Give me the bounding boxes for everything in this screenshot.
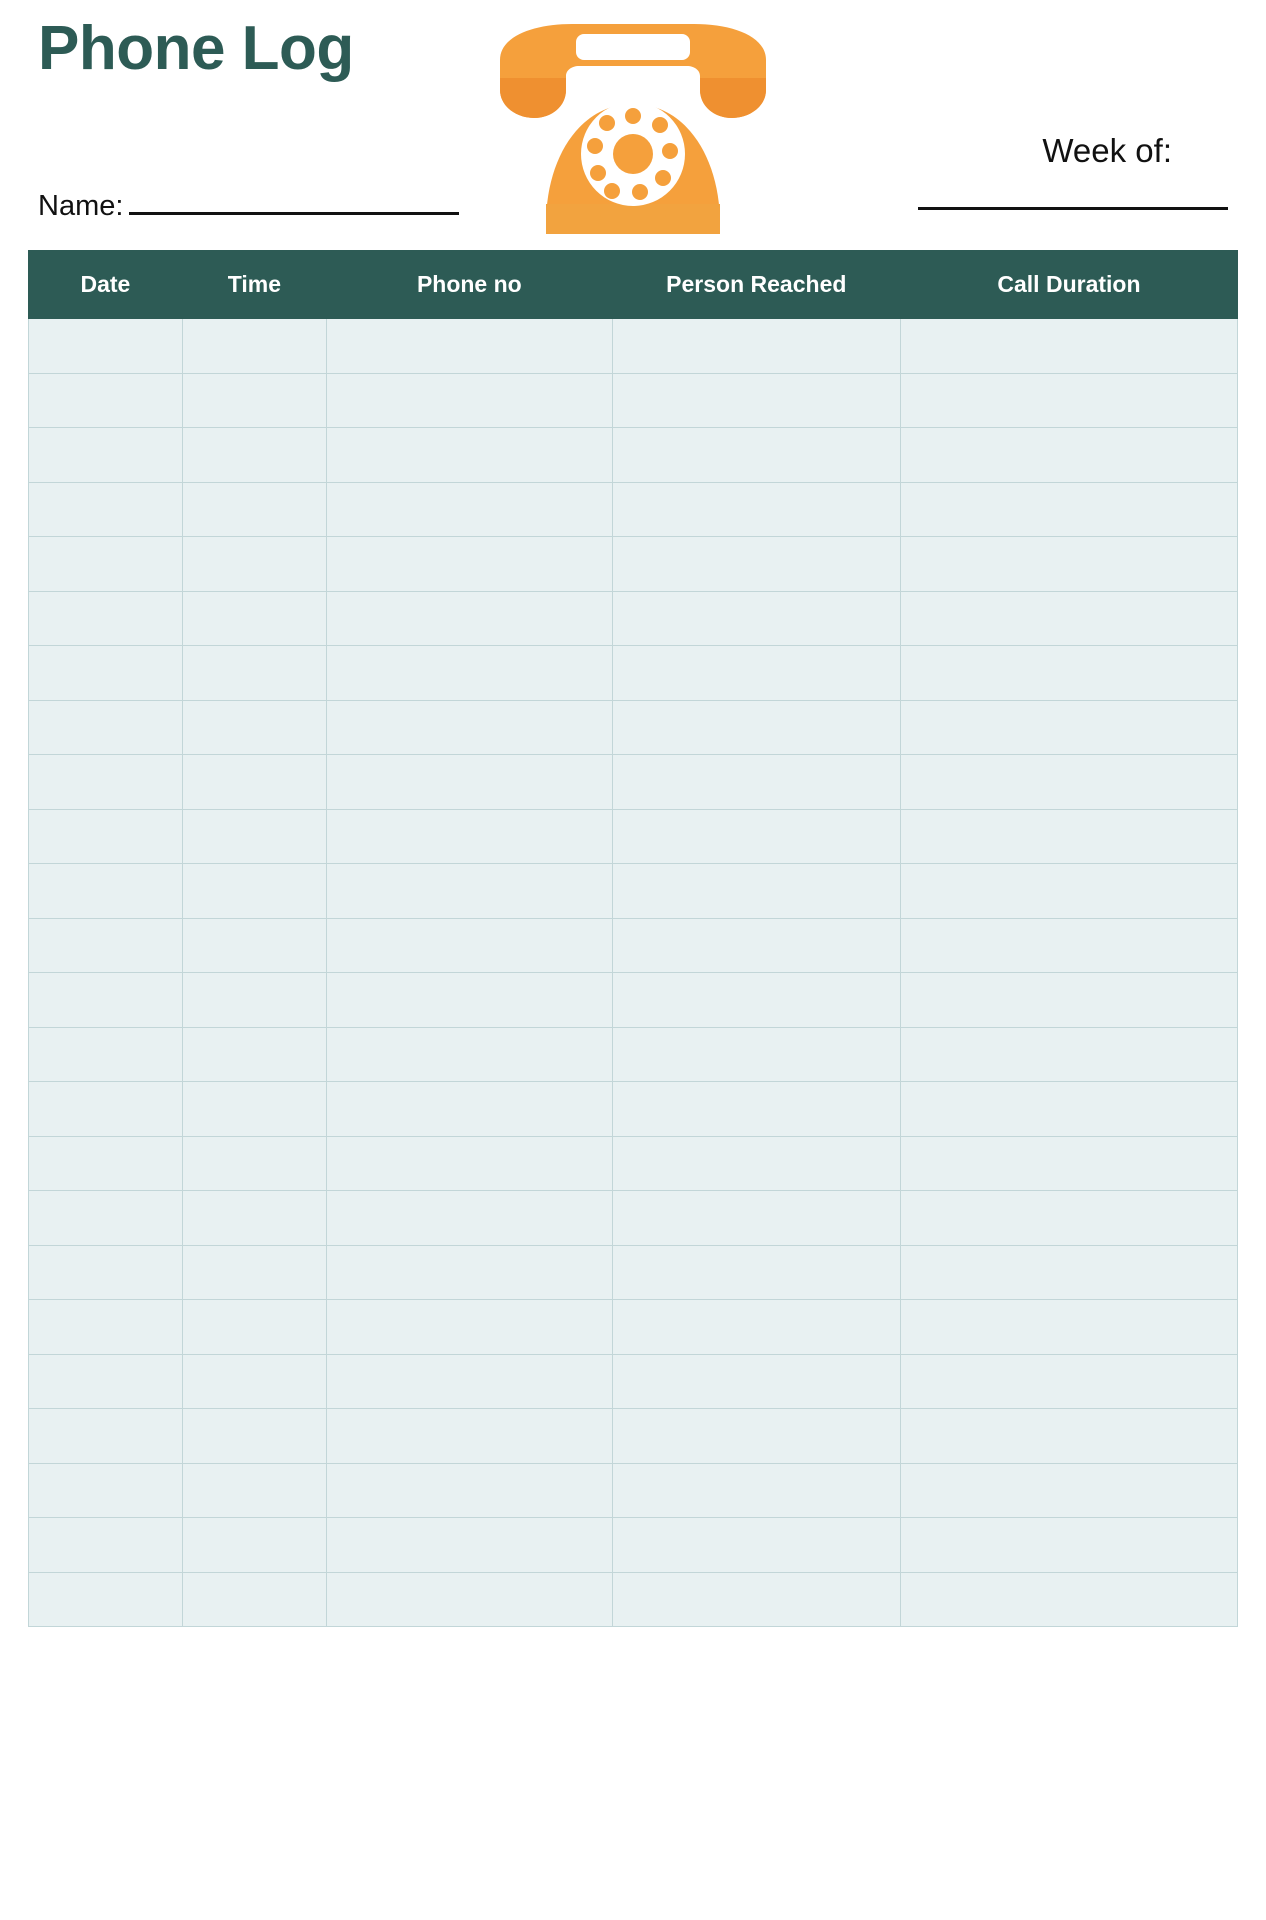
cell-date[interactable] — [29, 973, 183, 1028]
cell-phone_no[interactable] — [326, 591, 612, 646]
cell-date[interactable] — [29, 1409, 183, 1464]
table-row — [29, 482, 1238, 537]
cell-date[interactable] — [29, 1027, 183, 1082]
rotary-phone-icon — [488, 18, 778, 240]
cell-call_duration[interactable] — [900, 1300, 1237, 1355]
cell-person_reached[interactable] — [612, 537, 900, 592]
cell-date[interactable] — [29, 319, 183, 374]
cell-person_reached[interactable] — [612, 591, 900, 646]
table-row — [29, 319, 1238, 374]
table-row — [29, 918, 1238, 973]
cell-time[interactable] — [182, 1191, 326, 1246]
cell-date[interactable] — [29, 1518, 183, 1573]
cell-date[interactable] — [29, 1463, 183, 1518]
table-row — [29, 1245, 1238, 1300]
week-of-field[interactable] — [918, 132, 1228, 210]
cell-phone_no[interactable] — [326, 646, 612, 701]
cell-person_reached[interactable] — [612, 864, 900, 919]
cell-call_duration[interactable] — [900, 482, 1237, 537]
cell-call_duration[interactable] — [900, 864, 1237, 919]
cell-person_reached[interactable] — [612, 918, 900, 973]
cell-call_duration[interactable] — [900, 1463, 1237, 1518]
cell-phone_no[interactable] — [326, 482, 612, 537]
cell-date[interactable] — [29, 428, 183, 483]
cell-time[interactable] — [182, 1518, 326, 1573]
cell-person_reached[interactable] — [612, 428, 900, 483]
cell-call_duration[interactable] — [900, 537, 1237, 592]
cell-person_reached[interactable] — [612, 1463, 900, 1518]
cell-person_reached[interactable] — [612, 319, 900, 374]
cell-call_duration[interactable] — [900, 700, 1237, 755]
cell-phone_no[interactable] — [326, 1300, 612, 1355]
cell-date[interactable] — [29, 918, 183, 973]
cell-person_reached[interactable] — [612, 646, 900, 701]
cell-time[interactable] — [182, 319, 326, 374]
cell-call_duration[interactable] — [900, 373, 1237, 428]
cell-call_duration[interactable] — [900, 1245, 1237, 1300]
table-row — [29, 700, 1238, 755]
cell-phone_no[interactable] — [326, 373, 612, 428]
cell-date[interactable] — [29, 373, 183, 428]
table-row — [29, 1409, 1238, 1464]
cell-date[interactable] — [29, 482, 183, 537]
cell-time[interactable] — [182, 1354, 326, 1409]
cell-call_duration[interactable] — [900, 1409, 1237, 1464]
cell-date[interactable] — [29, 1300, 183, 1355]
name-label: Name: — [38, 190, 124, 222]
cell-person_reached[interactable] — [612, 373, 900, 428]
cell-phone_no[interactable] — [326, 1409, 612, 1464]
table-row — [29, 1354, 1238, 1409]
table-row — [29, 973, 1238, 1028]
cell-time[interactable] — [182, 1409, 326, 1464]
table-row — [29, 864, 1238, 919]
cell-person_reached[interactable] — [612, 1300, 900, 1355]
cell-time[interactable] — [182, 864, 326, 919]
cell-time[interactable] — [182, 1027, 326, 1082]
table-row — [29, 809, 1238, 864]
table-row — [29, 591, 1238, 646]
cell-call_duration[interactable] — [900, 1027, 1237, 1082]
column-header-phone-no: Phone no — [326, 251, 612, 319]
cell-call_duration[interactable] — [900, 809, 1237, 864]
table-row — [29, 1027, 1238, 1082]
cell-call_duration[interactable] — [900, 1082, 1237, 1137]
cell-person_reached[interactable] — [612, 482, 900, 537]
cell-time[interactable] — [182, 1082, 326, 1137]
cell-phone_no[interactable] — [326, 1245, 612, 1300]
cell-call_duration[interactable] — [900, 973, 1237, 1028]
week-of-write-line[interactable] — [918, 206, 1228, 210]
cell-call_duration[interactable] — [900, 1354, 1237, 1409]
cell-phone_no[interactable] — [326, 973, 612, 1028]
cell-person_reached[interactable] — [612, 1354, 900, 1409]
cell-date[interactable] — [29, 809, 183, 864]
cell-date[interactable] — [29, 1572, 183, 1627]
table-row — [29, 1518, 1238, 1573]
cell-phone_no[interactable] — [326, 1354, 612, 1409]
cell-date[interactable] — [29, 755, 183, 810]
cell-phone_no[interactable] — [326, 755, 612, 810]
cell-call_duration[interactable] — [900, 1136, 1237, 1191]
cell-time[interactable] — [182, 482, 326, 537]
cell-person_reached[interactable] — [612, 1027, 900, 1082]
cell-time[interactable] — [182, 646, 326, 701]
cell-date[interactable] — [29, 700, 183, 755]
name-field[interactable] — [38, 190, 459, 223]
cell-phone_no[interactable] — [326, 864, 612, 919]
column-header-date: Date — [29, 251, 183, 319]
cell-call_duration[interactable] — [900, 319, 1237, 374]
column-header-person-reached: Person Reached — [612, 251, 900, 319]
cell-person_reached[interactable] — [612, 1191, 900, 1246]
cell-time[interactable] — [182, 809, 326, 864]
cell-call_duration[interactable] — [900, 1572, 1237, 1627]
cell-date[interactable] — [29, 864, 183, 919]
cell-call_duration[interactable] — [900, 1191, 1237, 1246]
cell-phone_no[interactable] — [326, 1191, 612, 1246]
cell-call_duration[interactable] — [900, 591, 1237, 646]
table-row — [29, 1082, 1238, 1137]
cell-time[interactable] — [182, 591, 326, 646]
cell-date[interactable] — [29, 646, 183, 701]
cell-person_reached[interactable] — [612, 973, 900, 1028]
cell-time[interactable] — [182, 755, 326, 810]
table-row — [29, 1300, 1238, 1355]
table-header-row — [29, 251, 1238, 319]
table-row — [29, 1463, 1238, 1518]
cell-person_reached[interactable] — [612, 1136, 900, 1191]
cell-phone_no[interactable] — [326, 537, 612, 592]
cell-person_reached[interactable] — [612, 1245, 900, 1300]
table-row — [29, 1136, 1238, 1191]
cell-time[interactable] — [182, 1300, 326, 1355]
table-row — [29, 755, 1238, 810]
cell-phone_no[interactable] — [326, 319, 612, 374]
cell-time[interactable] — [182, 1572, 326, 1627]
cell-call_duration[interactable] — [900, 1518, 1237, 1573]
cell-phone_no[interactable] — [326, 428, 612, 483]
cell-date[interactable] — [29, 1191, 183, 1246]
cell-time[interactable] — [182, 1245, 326, 1300]
cell-time[interactable] — [182, 918, 326, 973]
table-row — [29, 537, 1238, 592]
page-title: Phone Log — [38, 14, 354, 83]
page-header — [28, 0, 1238, 250]
table-row — [29, 646, 1238, 701]
column-header-time: Time — [182, 251, 326, 319]
cell-call_duration[interactable] — [900, 646, 1237, 701]
table-row — [29, 1572, 1238, 1627]
cell-phone_no[interactable] — [326, 700, 612, 755]
cell-person_reached[interactable] — [612, 700, 900, 755]
table-row — [29, 1191, 1238, 1246]
cell-time[interactable] — [182, 373, 326, 428]
cell-time[interactable] — [182, 428, 326, 483]
cell-date[interactable] — [29, 591, 183, 646]
cell-person_reached[interactable] — [612, 809, 900, 864]
cell-call_duration[interactable] — [900, 918, 1237, 973]
column-header-call-duration: Call Duration — [900, 251, 1237, 319]
cell-phone_no[interactable] — [326, 918, 612, 973]
cell-time[interactable] — [182, 1136, 326, 1191]
cell-phone_no[interactable] — [326, 1027, 612, 1082]
week-of-label: Week of: — [1042, 132, 1172, 169]
cell-time[interactable] — [182, 537, 326, 592]
cell-time[interactable] — [182, 973, 326, 1028]
name-write-line[interactable] — [129, 211, 459, 215]
cell-date[interactable] — [29, 1245, 183, 1300]
cell-phone_no[interactable] — [326, 1572, 612, 1627]
cell-date[interactable] — [29, 1354, 183, 1409]
cell-time[interactable] — [182, 700, 326, 755]
table-body — [29, 319, 1238, 1627]
table-row — [29, 428, 1238, 483]
cell-person_reached[interactable] — [612, 755, 900, 810]
cell-call_duration[interactable] — [900, 428, 1237, 483]
cell-phone_no[interactable] — [326, 1463, 612, 1518]
cell-date[interactable] — [29, 537, 183, 592]
cell-person_reached[interactable] — [612, 1409, 900, 1464]
cell-person_reached[interactable] — [612, 1082, 900, 1137]
cell-person_reached[interactable] — [612, 1572, 900, 1627]
phone-log-table — [28, 250, 1238, 1627]
cell-phone_no[interactable] — [326, 1136, 612, 1191]
cell-phone_no[interactable] — [326, 1082, 612, 1137]
cell-phone_no[interactable] — [326, 809, 612, 864]
cell-date[interactable] — [29, 1082, 183, 1137]
cell-time[interactable] — [182, 1463, 326, 1518]
cell-person_reached[interactable] — [612, 1518, 900, 1573]
cell-date[interactable] — [29, 1136, 183, 1191]
cell-phone_no[interactable] — [326, 1518, 612, 1573]
table-row — [29, 373, 1238, 428]
cell-call_duration[interactable] — [900, 755, 1237, 810]
table-header — [29, 251, 1238, 319]
